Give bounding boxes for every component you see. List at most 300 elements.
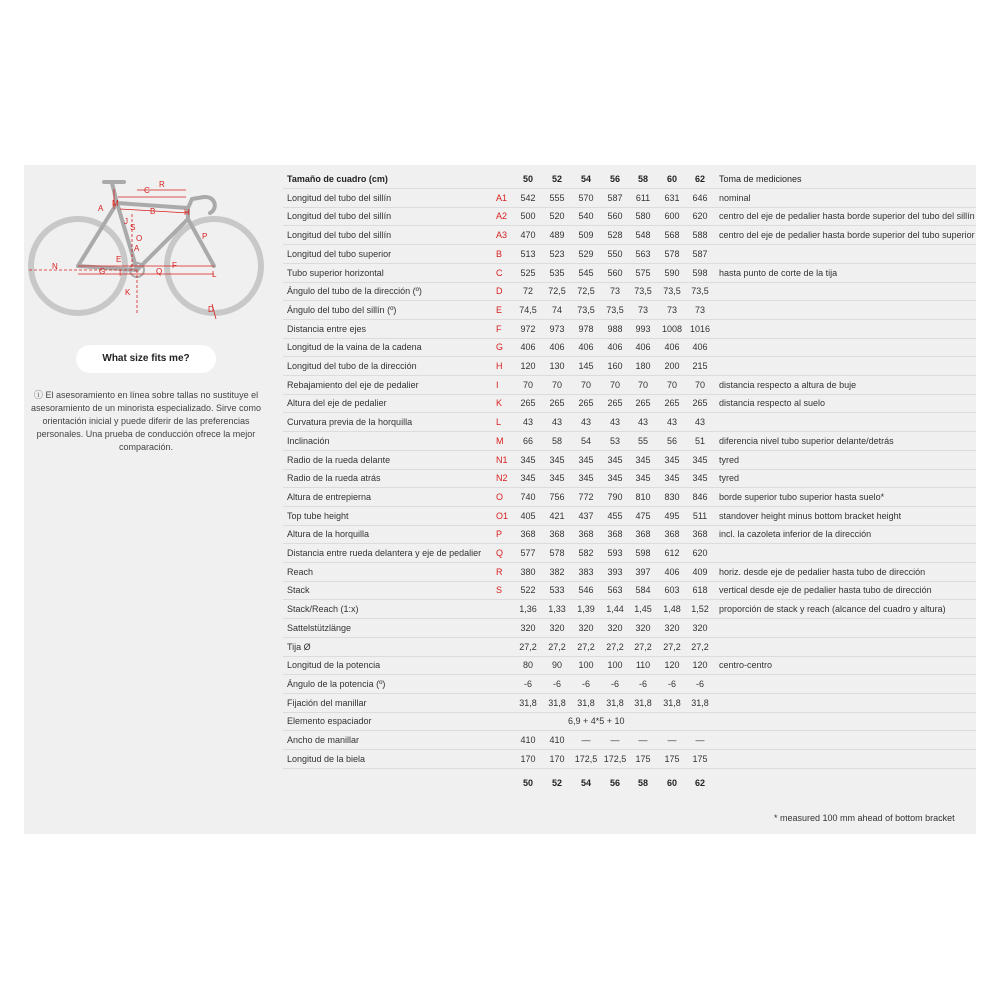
row-value: 535 bbox=[549, 267, 565, 278]
row-value: 470 bbox=[520, 230, 536, 241]
row-value: 320 bbox=[635, 622, 651, 633]
row-value: 27,2 bbox=[519, 641, 537, 652]
table-row bbox=[283, 225, 976, 245]
row-value: 620 bbox=[692, 211, 708, 222]
row-value: 27,2 bbox=[663, 641, 681, 652]
diagram-label: S bbox=[130, 223, 136, 232]
row-value: 265 bbox=[607, 398, 623, 409]
row-value: 520 bbox=[549, 211, 565, 222]
row-value: 345 bbox=[549, 454, 565, 465]
row-value: 587 bbox=[607, 192, 623, 203]
row-value: -6 bbox=[610, 678, 619, 689]
row-value: 846 bbox=[692, 491, 708, 502]
table-footer-row bbox=[283, 773, 976, 792]
table-row bbox=[283, 337, 976, 357]
row-value: 265 bbox=[549, 398, 565, 409]
row-value: 345 bbox=[635, 473, 651, 484]
diagram-label: F bbox=[172, 261, 177, 270]
notes-header: Toma de mediciones bbox=[719, 174, 802, 184]
row-value: 1,33 bbox=[548, 604, 566, 615]
row-value: 397 bbox=[635, 566, 651, 577]
row-value: 406 bbox=[664, 342, 680, 353]
row-value: 345 bbox=[664, 454, 680, 465]
row-value: 489 bbox=[549, 230, 565, 241]
diagram-label: Q bbox=[156, 267, 163, 276]
table-row bbox=[283, 711, 976, 731]
row-value: 382 bbox=[549, 566, 565, 577]
size-footer: 50 bbox=[522, 778, 533, 789]
row-note: distancia respecto a altura de buje bbox=[719, 379, 857, 390]
table-row bbox=[283, 637, 976, 657]
row-value: 578 bbox=[664, 248, 680, 259]
header-label: Tamaño de cuadro (cm) bbox=[287, 174, 388, 184]
row-value: 180 bbox=[635, 361, 651, 371]
row-value: 120 bbox=[520, 361, 536, 371]
row-value: 170 bbox=[549, 753, 565, 764]
row-value: 533 bbox=[549, 585, 565, 596]
row-value: 380 bbox=[520, 566, 536, 577]
row-value: 410 bbox=[520, 735, 536, 745]
row-value: 513 bbox=[520, 248, 536, 259]
what-size-fits-me-button[interactable]: What size fits me? bbox=[76, 345, 216, 373]
row-value: 175 bbox=[635, 753, 651, 764]
row-value: 578 bbox=[549, 548, 565, 558]
table-row bbox=[283, 393, 976, 413]
row-value: — bbox=[695, 735, 705, 745]
row-value: 73,5 bbox=[606, 304, 624, 315]
row-value: 31,8 bbox=[663, 697, 681, 708]
row-value: 320 bbox=[664, 622, 680, 633]
diagram-label: H bbox=[184, 208, 190, 217]
row-value: 993 bbox=[635, 323, 651, 334]
row-value: 43 bbox=[580, 417, 591, 428]
row-value: 265 bbox=[664, 398, 680, 409]
row-value: 100 bbox=[607, 660, 623, 671]
row-value: 27,2 bbox=[606, 641, 624, 652]
row-value: 170 bbox=[520, 753, 536, 764]
row-value: 972 bbox=[520, 323, 536, 334]
row-value: 368 bbox=[664, 529, 680, 540]
row-value: 66 bbox=[522, 435, 533, 446]
row-value: 70 bbox=[551, 379, 562, 390]
size-header: 52 bbox=[551, 174, 562, 184]
row-value: 345 bbox=[607, 454, 623, 465]
row-value: 73 bbox=[666, 304, 677, 315]
row-value: 345 bbox=[549, 473, 565, 484]
row-note: centro del eje de pedalier hasta borde superior del tubo del sillín bbox=[719, 211, 975, 222]
row-value: 988 bbox=[607, 323, 623, 334]
row-value: 320 bbox=[692, 622, 708, 633]
table-row bbox=[283, 599, 976, 619]
row-label: Longitud del tubo del sillín bbox=[287, 230, 392, 241]
row-label: Fijación del manillar bbox=[287, 697, 367, 708]
row-value: 73,5 bbox=[577, 304, 595, 315]
row-code: A2 bbox=[496, 211, 508, 222]
row-value: 345 bbox=[578, 454, 594, 465]
row-value: 830 bbox=[664, 491, 680, 502]
row-value: 27,2 bbox=[691, 641, 709, 652]
size-footer: 62 bbox=[694, 778, 705, 789]
row-code: M bbox=[496, 435, 504, 446]
row-value: 145 bbox=[578, 361, 594, 371]
row-value: 320 bbox=[520, 622, 536, 633]
row-value: — bbox=[638, 735, 648, 745]
row-code: L bbox=[496, 417, 502, 428]
row-value: -6 bbox=[552, 678, 561, 689]
row-label: Stack bbox=[287, 585, 310, 596]
row-value: 611 bbox=[635, 192, 651, 203]
row-value: 175 bbox=[692, 753, 708, 764]
table-row bbox=[283, 655, 976, 675]
diagram-label: K bbox=[125, 288, 131, 297]
row-value: — bbox=[667, 735, 677, 745]
row-value: 421 bbox=[549, 510, 565, 521]
row-value: 584 bbox=[635, 585, 651, 596]
row-value: 580 bbox=[635, 211, 651, 222]
row-value: 810 bbox=[635, 491, 651, 502]
row-value: 500 bbox=[520, 211, 536, 222]
row-value: 130 bbox=[549, 361, 565, 371]
row-value: 72,5 bbox=[577, 286, 595, 297]
row-value: 51 bbox=[694, 435, 705, 446]
row-value: 172,5 bbox=[574, 753, 598, 764]
row-value: 345 bbox=[664, 473, 680, 484]
row-value: 265 bbox=[578, 398, 594, 409]
row-value: 540 bbox=[578, 211, 594, 222]
row-value: 406 bbox=[692, 342, 708, 353]
row-note: hasta punto de corte de la tija bbox=[719, 267, 838, 278]
row-value: 172,5 bbox=[603, 753, 627, 764]
row-code: P bbox=[496, 529, 503, 540]
row-value: 73 bbox=[694, 304, 705, 315]
row-value: 598 bbox=[635, 548, 651, 558]
row-value: 74,5 bbox=[519, 304, 537, 315]
row-span-value: 6,9 + 4*5 + 10 bbox=[568, 716, 625, 727]
table-row bbox=[283, 693, 976, 713]
row-value: 43 bbox=[522, 417, 533, 428]
row-code: O bbox=[496, 491, 504, 502]
diagram-label: R bbox=[159, 180, 165, 189]
info-icon: ⓘ bbox=[33, 390, 43, 400]
table-row bbox=[283, 468, 976, 488]
row-value: 409 bbox=[692, 566, 708, 577]
row-value: 528 bbox=[607, 230, 623, 241]
row-value: 345 bbox=[692, 454, 708, 465]
row-value: 58 bbox=[551, 435, 562, 446]
row-value: 1,48 bbox=[663, 604, 681, 615]
table-row bbox=[283, 749, 976, 769]
size-header: 60 bbox=[666, 174, 677, 184]
table-row bbox=[283, 244, 976, 264]
row-value: 522 bbox=[520, 585, 536, 596]
diagram-label: A bbox=[134, 244, 140, 253]
row-value: 100 bbox=[578, 660, 594, 671]
diagram-label: A bbox=[98, 204, 104, 213]
row-value: 80 bbox=[522, 660, 533, 671]
row-value: 590 bbox=[664, 267, 680, 278]
size-footer: 54 bbox=[580, 778, 591, 789]
row-label: Longitud de la potencia bbox=[287, 660, 381, 671]
row-value: 545 bbox=[578, 267, 594, 278]
row-code: C bbox=[496, 267, 503, 278]
row-value: 587 bbox=[692, 248, 708, 259]
row-value: 393 bbox=[607, 566, 623, 577]
row-value: 548 bbox=[635, 230, 651, 241]
table-row bbox=[283, 356, 976, 376]
row-label: Distancia entre ejes bbox=[287, 323, 367, 334]
row-value: 160 bbox=[607, 361, 623, 371]
table-row bbox=[283, 188, 976, 208]
row-value: -6 bbox=[523, 678, 532, 689]
row-value: 406 bbox=[635, 342, 651, 353]
diagram-label: N bbox=[52, 262, 58, 271]
row-value: 90 bbox=[551, 660, 562, 671]
row-value: 495 bbox=[664, 510, 680, 521]
row-value: 973 bbox=[549, 323, 565, 334]
row-code: B bbox=[496, 248, 503, 259]
row-label: Radio de la rueda delante bbox=[287, 454, 391, 465]
row-value: 368 bbox=[692, 529, 708, 540]
row-value: 175 bbox=[664, 753, 680, 764]
row-label: Longitud de la biela bbox=[287, 753, 366, 764]
row-code: F bbox=[496, 323, 502, 334]
table-row bbox=[283, 618, 976, 638]
table-row bbox=[283, 580, 976, 600]
footnote: * measured 100 mm ahead of bottom bracket bbox=[774, 813, 955, 823]
row-value: 31,8 bbox=[606, 697, 624, 708]
row-value: 265 bbox=[635, 398, 651, 409]
row-value: 437 bbox=[578, 510, 594, 521]
row-value: 70 bbox=[580, 379, 591, 390]
geometry-panel bbox=[24, 165, 976, 834]
row-value: 70 bbox=[694, 379, 705, 390]
diagram-label: E bbox=[116, 255, 122, 264]
row-value: 600 bbox=[664, 211, 680, 222]
row-value: 70 bbox=[609, 379, 620, 390]
diagram-label: L bbox=[212, 270, 217, 279]
row-value: 72 bbox=[522, 286, 533, 297]
row-label: Rebajamiento del eje de pedalier bbox=[287, 379, 419, 390]
diagram-label: G bbox=[99, 267, 106, 276]
row-label: Inclinación bbox=[287, 435, 330, 446]
row-label: Tubo superior horizontal bbox=[287, 267, 384, 278]
table-row bbox=[283, 206, 976, 226]
size-footer: 56 bbox=[609, 778, 620, 789]
row-value: 740 bbox=[520, 491, 536, 502]
row-note: distancia respecto al suelo bbox=[719, 398, 826, 409]
row-value: 368 bbox=[549, 529, 565, 540]
row-value: 405 bbox=[520, 510, 536, 521]
row-value: 31,8 bbox=[548, 697, 566, 708]
row-value: 27,2 bbox=[634, 641, 652, 652]
row-label: Stack/Reach (1:x) bbox=[287, 604, 359, 615]
row-code: E bbox=[496, 304, 503, 315]
row-value: 603 bbox=[664, 585, 680, 596]
row-value: 73,5 bbox=[663, 286, 681, 297]
row-note: tyred bbox=[719, 454, 740, 465]
row-value: 406 bbox=[520, 342, 536, 353]
row-label: Altura de la horquilla bbox=[287, 529, 370, 540]
row-value: -6 bbox=[667, 678, 676, 689]
table-row bbox=[283, 300, 976, 320]
row-value: 200 bbox=[664, 361, 680, 371]
row-value: -6 bbox=[638, 678, 647, 689]
row-value: 1,36 bbox=[519, 604, 537, 615]
row-code: K bbox=[496, 398, 503, 409]
row-label: Longitud del tubo superior bbox=[287, 248, 392, 259]
row-value: 631 bbox=[664, 192, 680, 203]
row-value: 56 bbox=[666, 435, 677, 446]
row-code: D bbox=[496, 286, 503, 297]
disclaimer-text: El asesoramiento en línea sobre tallas no sustituye el asesoramiento de un minorista especializado. Sirve como orientación inicial y puede diferir de las preferencias personales. Una prueba de conducción ofrece la mejor comparación. bbox=[30, 390, 262, 452]
row-label: Sattelstützlänge bbox=[287, 622, 352, 633]
row-value: 368 bbox=[520, 529, 536, 540]
row-value: 345 bbox=[607, 473, 623, 484]
row-value: 1016 bbox=[689, 323, 711, 334]
row-value: 320 bbox=[607, 622, 623, 633]
diagram-label: J bbox=[124, 217, 128, 226]
row-value: 772 bbox=[578, 491, 594, 502]
row-value: 570 bbox=[578, 192, 594, 203]
row-value: 368 bbox=[635, 529, 651, 540]
table-header-row bbox=[283, 169, 976, 189]
row-code: A1 bbox=[496, 192, 508, 203]
row-value: 31,8 bbox=[691, 697, 709, 708]
row-value: 55 bbox=[637, 435, 648, 446]
row-value: 43 bbox=[694, 417, 705, 428]
row-value: 790 bbox=[607, 491, 623, 502]
bike-geometry-diagram bbox=[24, 169, 264, 339]
row-code: S bbox=[496, 585, 503, 596]
table-row bbox=[283, 562, 976, 582]
row-value: 1,39 bbox=[577, 604, 595, 615]
row-label: Longitud del tubo del sillín bbox=[287, 211, 392, 222]
row-value: 406 bbox=[607, 342, 623, 353]
row-value: 70 bbox=[637, 379, 648, 390]
row-value: 406 bbox=[664, 566, 680, 577]
row-value: 406 bbox=[549, 342, 565, 353]
row-note: horiz. desde eje de pedalier hasta tubo de dirección bbox=[719, 566, 926, 577]
row-value: — bbox=[581, 735, 591, 745]
row-label: Ángulo de la potencia (º) bbox=[287, 678, 386, 689]
size-header: 50 bbox=[522, 174, 533, 184]
row-value: 383 bbox=[578, 566, 594, 577]
row-label: Top tube height bbox=[287, 510, 349, 521]
row-value: 345 bbox=[520, 473, 536, 484]
row-label: Reach bbox=[287, 566, 314, 577]
table-row bbox=[283, 319, 976, 339]
row-value: 345 bbox=[578, 473, 594, 484]
size-header: 56 bbox=[609, 174, 620, 184]
diagram-label: O bbox=[136, 234, 143, 243]
diagram-label: M bbox=[112, 199, 119, 208]
row-note: centro del eje de pedalier hasta borde superior del tubo superior bbox=[719, 230, 975, 241]
row-value: 406 bbox=[578, 342, 594, 353]
row-value: 612 bbox=[664, 548, 680, 558]
row-value: 265 bbox=[692, 398, 708, 409]
row-value: 54 bbox=[580, 435, 591, 446]
row-label: Longitud del tubo de la dirección bbox=[287, 361, 417, 371]
row-code: R bbox=[496, 566, 503, 577]
row-value: 53 bbox=[609, 435, 620, 446]
row-label: Radio de la rueda atrás bbox=[287, 473, 381, 484]
row-value: 27,2 bbox=[548, 641, 566, 652]
diagram-label: C bbox=[144, 186, 150, 195]
row-label: Longitud de la vaina de la cadena bbox=[287, 342, 422, 353]
row-value: 368 bbox=[578, 529, 594, 540]
size-header: 54 bbox=[580, 174, 591, 184]
row-value: 509 bbox=[578, 230, 594, 241]
size-footer: 60 bbox=[666, 778, 677, 789]
row-value: 588 bbox=[692, 230, 708, 241]
diagram-label: B bbox=[150, 207, 156, 216]
row-value: 345 bbox=[520, 454, 536, 465]
row-value: 72,5 bbox=[548, 286, 566, 297]
row-code: N1 bbox=[496, 454, 508, 465]
diagram-label: I bbox=[119, 269, 122, 278]
row-value: -6 bbox=[581, 678, 590, 689]
row-note: diferencia nivel tubo superior delante/detrás bbox=[719, 435, 894, 446]
row-value: 31,8 bbox=[519, 697, 537, 708]
table-row bbox=[283, 431, 976, 451]
row-code: A3 bbox=[496, 230, 508, 241]
row-value: — bbox=[610, 735, 620, 745]
row-value: 620 bbox=[692, 548, 708, 558]
row-value: 582 bbox=[578, 548, 594, 558]
row-code: G bbox=[496, 342, 504, 353]
row-value: 110 bbox=[635, 660, 651, 671]
table-row bbox=[283, 412, 976, 432]
row-value: 70 bbox=[522, 379, 533, 390]
diagram-label: D bbox=[208, 305, 214, 314]
row-value: 43 bbox=[609, 417, 620, 428]
table-row bbox=[283, 450, 976, 470]
row-label: Ángulo del tubo del sillín (º) bbox=[287, 304, 397, 315]
row-note: incl. la cazoleta inferior de la dirección bbox=[719, 529, 872, 540]
row-value: 215 bbox=[692, 361, 708, 371]
row-value: 31,8 bbox=[577, 697, 595, 708]
row-note: proporción de stack y reach (alcance del cuadro y altura) bbox=[719, 604, 946, 615]
row-value: 73,5 bbox=[691, 286, 709, 297]
row-value: 568 bbox=[664, 230, 680, 241]
row-note: standover height minus bottom bracket height bbox=[719, 510, 902, 521]
row-code: O1 bbox=[496, 510, 509, 521]
row-label: Altura del eje de pedalier bbox=[287, 398, 387, 409]
row-value: 756 bbox=[549, 491, 565, 502]
table-row bbox=[283, 281, 976, 301]
row-value: 563 bbox=[607, 585, 623, 596]
row-value: 320 bbox=[578, 622, 594, 633]
size-footer: 58 bbox=[637, 778, 648, 789]
row-value: 1,52 bbox=[691, 604, 709, 615]
row-code: H bbox=[496, 361, 503, 371]
row-value: 73,5 bbox=[634, 286, 652, 297]
table-row bbox=[283, 375, 976, 395]
row-value: 978 bbox=[578, 323, 594, 334]
row-value: 593 bbox=[607, 548, 623, 558]
diagram-label: P bbox=[202, 232, 208, 241]
row-note: nominal bbox=[719, 192, 751, 203]
size-header: 58 bbox=[637, 174, 648, 184]
row-value: 120 bbox=[692, 660, 708, 671]
row-code: I bbox=[496, 379, 499, 390]
row-value: 74 bbox=[551, 304, 562, 315]
row-value: 598 bbox=[692, 267, 708, 278]
table-row bbox=[283, 487, 976, 507]
size-footer: 52 bbox=[551, 778, 562, 789]
row-value: 542 bbox=[520, 192, 536, 203]
row-label: Longitud del tubo del sillín bbox=[287, 192, 392, 203]
